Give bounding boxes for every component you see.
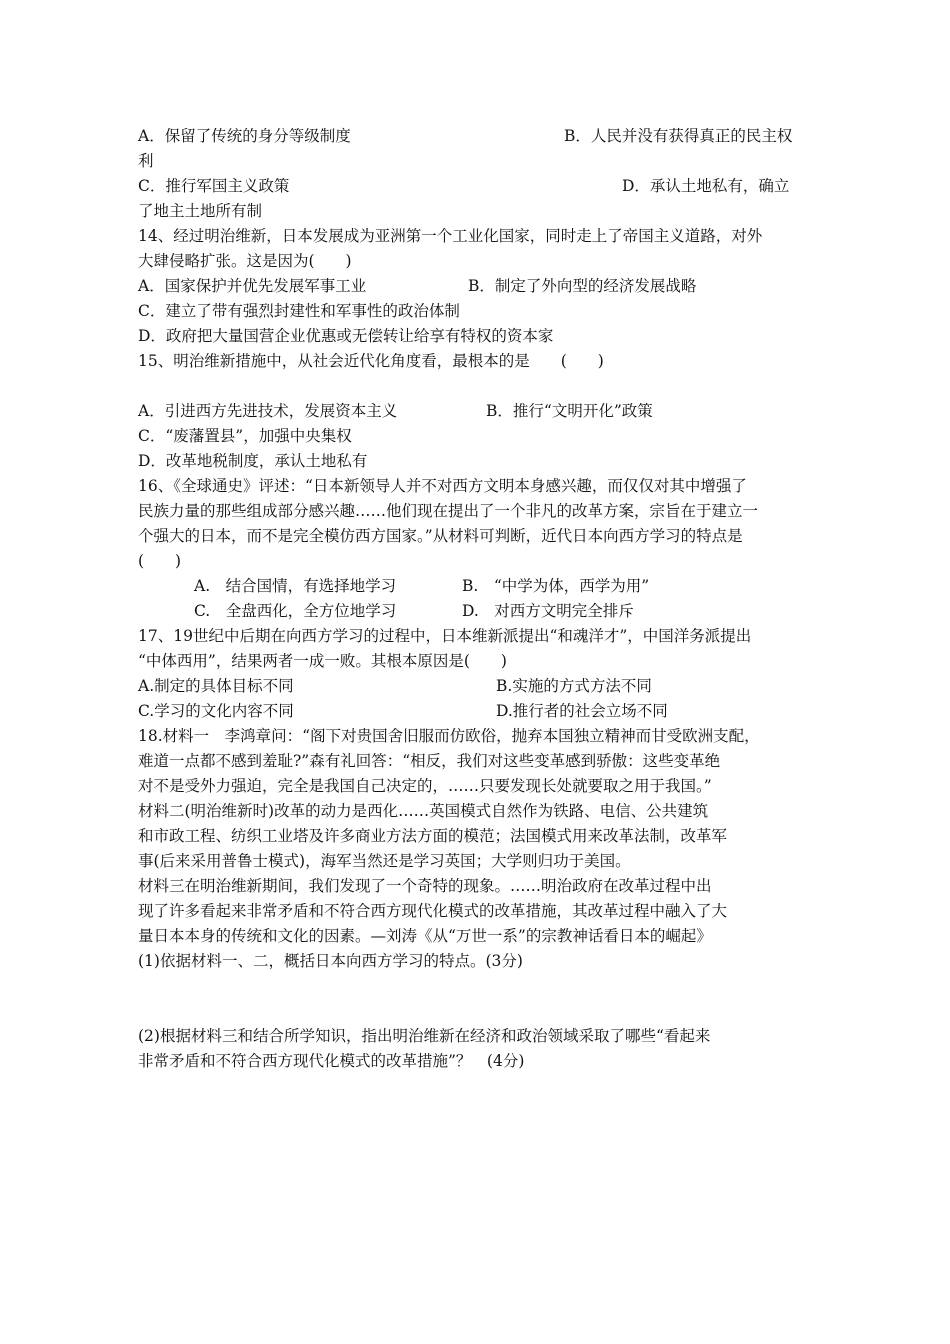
q18-material-2-cont-2: 事(后来采用普鲁士模式)，海军当然还是学习英国；大学则归功于美国。 [138, 852, 631, 870]
q17-stem: 17、19世纪中后期在向西方学习的过程中，日本维新派提出“和魂洋才”，中国洋务派提出 [138, 627, 752, 645]
q14-option-d: D．政府把大量国营企业优惠或无偿转让给享有特权的资本家 [138, 327, 554, 345]
q18-material-2-cont-1: 和市政工程、纺织工业塔及许多商业方法方面的模范；法国模式用来改革法制，改革军 [138, 827, 728, 845]
q15-stem: 15、明治维新措施中，从社会近代化角度看，最根本的是 ( ) [138, 352, 604, 370]
q14-stem: 14、经过明治维新，日本发展成为亚洲第一个工业化国家，同时走上了帝国主义道路，对外 [138, 227, 763, 245]
q16-stem: 16、《全球通史》评述：“日本新领导人并不对西方文明本身感兴趣，而仅仅对其中增强了 [138, 477, 747, 495]
q17-option-d: D.推行者的社会立场不同 [496, 702, 668, 720]
q18-material-2: 材料二(明治维新时)改革的动力是西化……英国模式自然作为铁路、电信、公共建筑 [138, 802, 709, 820]
q16-option-a: A. 结合国情，有选择地学习 [194, 577, 397, 595]
q15-option-c: C．“废藩置县”，加强中央集权 [138, 427, 352, 445]
q17-option-b: B.实施的方式方法不同 [496, 677, 652, 695]
q17-option-c: C.学习的文化内容不同 [138, 702, 294, 720]
q13-option-a: A．保留了传统的身分等级制度 [138, 127, 351, 145]
q18-subquestion-2: (2)根据材料三和结合所学知识，指出明治维新在经济和政治领域采取了哪些“看起来 [138, 1027, 711, 1045]
q16-stem-cont-1: 民族力量的那些组成部分感兴趣……他们现在提出了一个非凡的改革方案，宗旨在于建立一 [138, 502, 759, 520]
q16-option-b: B. “中学为体，西学为用” [462, 577, 650, 595]
q14-option-c: C．建立了带有强烈封建性和军事性的政治体制 [138, 302, 460, 320]
q18-material-3: 材料三在明治维新期间，我们发现了一个奇特的现象。……明治政府在改革过程中出 [138, 877, 712, 895]
q14-stem-cont: 大肆侵略扩张。这是因为( ) [138, 252, 352, 270]
q13-option-d: D．承认土地私有，确立 [622, 177, 790, 195]
q15-option-b: B．推行“文明开化”政策 [486, 402, 653, 420]
q17-stem-cont: “中体西用”，结果两者一成一败。其根本原因是( ) [138, 652, 507, 670]
q17-option-a: A.制定的具体目标不同 [138, 677, 294, 695]
q16-stem-cont-2: 个强大的日本，而不是完全模仿西方国家。”从材料可判断，近代日本向西方学习的特点是 [138, 527, 743, 545]
q18-subquestion-1: (1)依据材料一、二，概括日本向西方学习的特点。(3分) [138, 952, 523, 970]
q14-option-b: B．制定了外向型的经济发展战略 [468, 277, 697, 295]
q18-material-1-cont-2: 对不是受外力强迫，完全是我国自己决定的，……只要发现长处就要取之用于我国。” [138, 777, 712, 795]
q14-option-a: A．国家保护并优先发展军事工业 [138, 277, 367, 295]
q13-option-b: B．人民并没有获得真正的民主权 [564, 127, 793, 145]
q13-option-d-cont: 了地主土地所有制 [138, 202, 263, 220]
q18-subquestion-2-cont: 非常矛盾和不符合西方现代化模式的改革措施”？ (4分) [138, 1052, 525, 1070]
q16-option-c: C. 全盘西化，全方位地学习 [194, 602, 397, 620]
q18-material-3-cont-1: 现了许多看起来非常矛盾和不符合西方现代化模式的改革措施，其改革过程中融入了大 [138, 902, 728, 920]
q15-option-a: A．引进西方先进技术，发展资本主义 [138, 402, 398, 420]
q15-option-d: D．改革地税制度，承认土地私有 [138, 452, 368, 470]
q18-material-1-cont-1: 难道一点都不感到羞耻?”森有礼回答：“相反，我们对这些变革感到骄傲：这些变革绝 [138, 752, 721, 770]
q18-material-3-cont-2: 量日本本身的传统和文化的因素。—刘涛《从“万世一系”的宗教神话看日本的崛起》 [138, 927, 712, 945]
q16-option-d: D. 对西方文明完全排斥 [462, 602, 634, 620]
q13-option-c: C．推行军国主义政策 [138, 177, 290, 195]
q16-answer-blank: ( ) [138, 552, 182, 570]
q18-material-1: 18.材料一 李鸿章问：“阁下对贵国舍旧服而仿欧俗，抛弃本国独立精神而甘受欧洲支配， [138, 727, 760, 745]
q13-option-b-cont: 利 [138, 152, 154, 170]
